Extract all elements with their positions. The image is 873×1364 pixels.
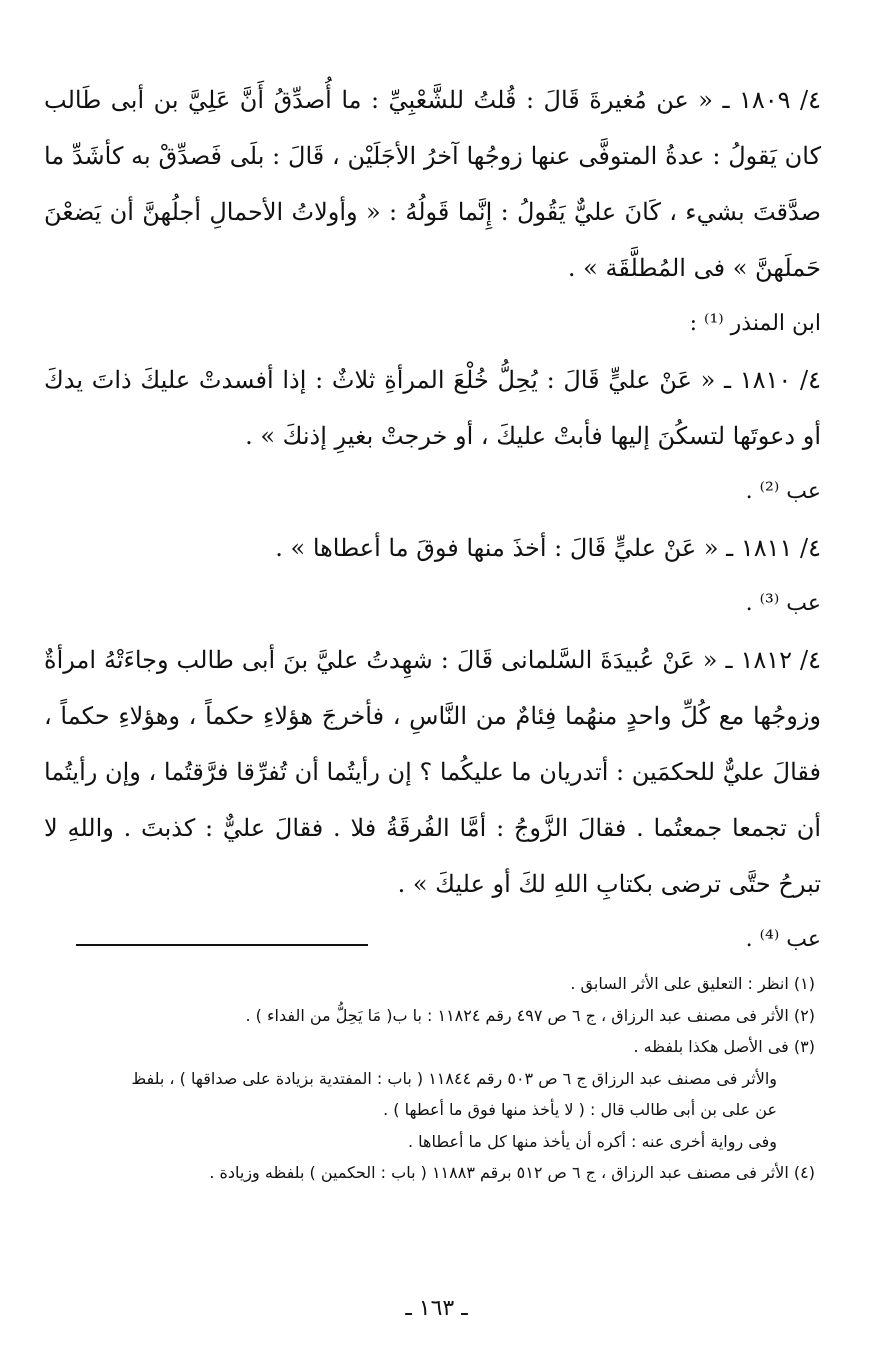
footnote-divider: [76, 944, 368, 946]
footnote-3-line-2: والأثر فى مصنف عبد الرزاق ج ٦ ص ٥٠٣ رقم ١١٨٤٤ ( باب : المفتدية بزيادة على صداقها ) ، بلفظ: [131, 1068, 777, 1088]
footnotes: [90, 968, 815, 1189]
footnote-4: (٤) الأثر فى مصنف عبد الرزاق ، ج ٦ ص ٥١٢ برقم ١١٨٨٣ ( باب : الحكمين ) بلفظه وزيادة .: [209, 1163, 815, 1182]
main-text: [44, 72, 821, 968]
footnote-3-line-4: وفى رواية أخرى عنه : أكره أن يأخذ منها كل ما أعطاها .: [407, 1131, 777, 1151]
hadith-1810: ٤/ ١٨١٠ ـ « عَنْ عليٍّ قَالَ : يُحِلُّ خُلْعَ المرأةِ ثلاثٌ : إذا أفسدتْ عليكَ ذاتَ يدكَ أو دعوتَها لتسكُنَ إليها فأبتْ عليكَ ، أو خرجتْ بغيرِ إذنكَ » .: [44, 366, 822, 450]
hadith-1811: ٤/ ١٨١١ ـ « عَنْ عليٍّ قَالَ : أخذَ منها فوقَ ما أعطاها » .: [275, 534, 821, 562]
source-1809: ابن المنذر ⁽¹⁾ :: [689, 311, 821, 336]
source-1810: عب ⁽²⁾ .: [745, 479, 821, 504]
source-1812: عب ⁽⁴⁾ .: [745, 927, 821, 952]
hadith-1812: ٤/ ١٨١٢ ـ « عَنْ عُبيدَةَ السَّلمانى قَالَ : شهِدتُ عليَّ بنَ أبى طالب وجاءَتْهُ امرأةٌ وزوجُها مع كُلِّ واحدٍ منهُما فِئامٌ من النَّاسِ ، فأخرجَ هؤلاءِ حكماً ، وهؤلاءِ حكماً ، فقالَ عليٌّ للحكمَين : أتدريان ما عليكُما ؟ إن رأيتُما أن تُفرِّقا فرَّقتُما ، وإن رأيتُما أن تجمعا جمعتُما . فقالَ الزَّوجُ : أمَّا الفُرقَةُ فلا . فقالَ عليٌّ : كذبتَ . واللهِ لا تبرحُ حتَّى ترضى بكتابِ اللهِ لكَ أو عليكَ » .: [44, 646, 822, 898]
footnote-3: (٣) فى الأصل هكذا بلفظه .: [633, 1037, 815, 1056]
page-number: ـ ١٦٣ ـ: [405, 1296, 468, 1321]
footnote-2: (٢) الأثر فى مصنف عبد الرزاق ، ج ٦ ص ٤٩٧ رقم ١١٨٢٤ : با ب( مَا يَحِلُّ من الفداء ) .: [245, 1005, 815, 1025]
source-1811: عب ⁽³⁾ .: [745, 591, 821, 616]
hadith-1809: ٤/ ١٨٠٩ ـ « عن مُغيرةَ قَالَ : قُلتُ للشَّعْبِيِّ : ما أُصدِّقُ أَنَّ عَلِيَّ بن أبى طَالب كان يَقولُ : عدةُ المتوفَّى عنها زوجُها آخرُ الأجَلَيْن ، قَالَ : بلَى فَصدِّقْ به كأشَدِّ ما صدَّقتَ بشيء ، كَانَ عليٌّ يَقُولُ : إِنَّما قَولُهُ : « وأولاتُ الأحمالِ أجلُهنَّ أن يَضعْنَ حَملَهنَّ » فى المُطلَّقَة » .: [44, 86, 821, 282]
footnote-1: (١) انظر : التعليق على الأثر السابق .: [570, 974, 815, 993]
footnote-3-line-3: عن على بن أبى طالب قال : ( لا يأخذ منها فوق ما أعطها ) .: [383, 1100, 777, 1119]
